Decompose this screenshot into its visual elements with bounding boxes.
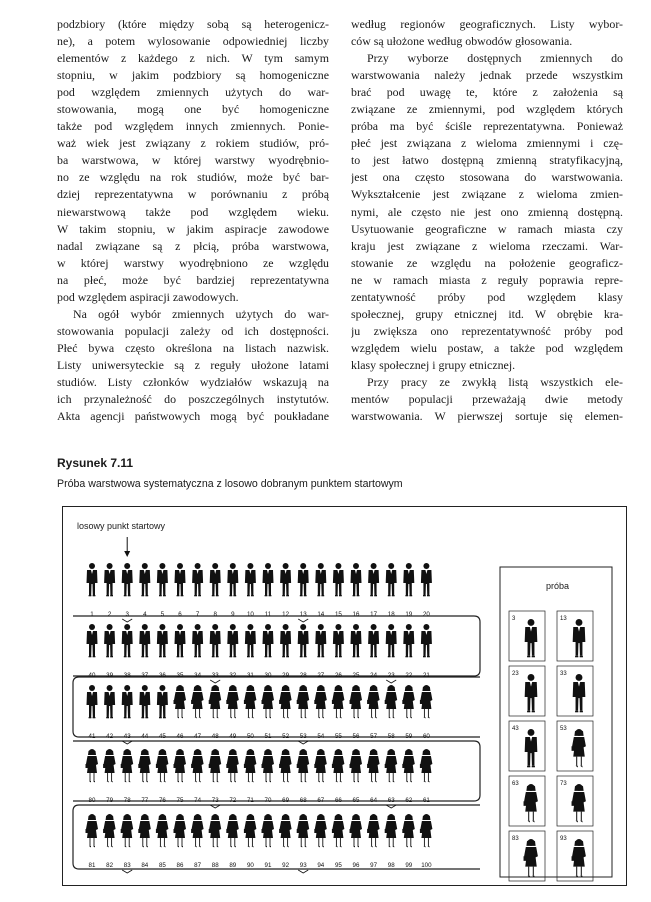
population-figure: [280, 563, 291, 596]
population-number: 41: [88, 733, 96, 740]
text-line: Usytuowanie geograficzne w ramach miasta czy: [351, 221, 623, 236]
text-line: ców są ułożone według obwodów głosowania.: [351, 34, 573, 49]
population-figure: [367, 749, 380, 783]
population-number: 70: [264, 797, 272, 804]
sample-number: 33: [560, 671, 567, 677]
population-number: 93: [299, 862, 307, 869]
population-number: 91: [264, 862, 272, 869]
population-figure: [332, 685, 345, 719]
sample-number: 53: [560, 726, 567, 732]
population-number: 96: [352, 862, 360, 869]
text-line: związane ze zmiennymi, pod względem których: [351, 102, 623, 117]
population-figure: [298, 624, 309, 657]
population-figure: [385, 814, 398, 848]
population-figure: [86, 814, 99, 848]
population-number: 71: [246, 797, 254, 804]
text-line: Płeć bywa często określona na listach nazwisk.: [57, 340, 329, 355]
population-number: 74: [194, 797, 202, 804]
text-line: warstwowania. W pierwszej sortuje się elemen-: [351, 409, 623, 424]
text-line: jest ona często stosowana do warstwowania.: [351, 170, 623, 185]
text-line: Akta agencji państwowych mogą być poukładane: [57, 409, 329, 424]
population-number: 85: [158, 862, 166, 869]
population-number: 26: [334, 672, 342, 679]
text-line: stowanie ze względu na położenie geograficz-: [351, 255, 623, 270]
population-number: 51: [264, 733, 272, 740]
population-number: 32: [229, 672, 237, 679]
population-figure: [402, 814, 415, 848]
population-number: 84: [141, 862, 149, 869]
population-number: 61: [422, 797, 430, 804]
population-figure: [279, 685, 292, 719]
population-number: 95: [334, 862, 342, 869]
population-number: 6: [178, 611, 182, 618]
population-figure: [262, 749, 275, 783]
population-figure: [138, 749, 151, 783]
population-number: 100: [421, 862, 432, 869]
sample-number: 63: [512, 781, 519, 787]
text-line: to jest łatwo dostępną zmienną stratyfikacyjną,: [351, 153, 623, 168]
population-figure: [122, 624, 133, 657]
population-number: 4: [143, 611, 147, 618]
population-figure: [332, 814, 345, 848]
population-number: 69: [282, 797, 290, 804]
population-number: 46: [176, 733, 184, 740]
text-line: klasy społecznej i grupy etnicznej.: [351, 357, 516, 372]
text-line: ba warstwowa, w której warstwy wyodrębnio-: [57, 153, 329, 168]
population-number: 29: [282, 672, 290, 679]
population-number: 18: [387, 611, 395, 618]
population-number: 28: [299, 672, 307, 679]
text-line: na płeć, może być bardziej reprezentatywna: [57, 272, 329, 287]
population-number: 22: [405, 672, 413, 679]
population-number: 75: [176, 797, 184, 804]
population-figure: [297, 685, 310, 719]
population-figure: [104, 624, 115, 657]
population-figure: [314, 749, 327, 783]
text-line: elementów z każdego z nich. W tym samym: [57, 51, 329, 66]
population-number: 43: [123, 733, 131, 740]
population-figure: [175, 624, 186, 657]
population-number: 68: [299, 797, 307, 804]
population-number: 40: [88, 672, 96, 679]
population-figure: [210, 624, 221, 657]
population-number: 37: [141, 672, 149, 679]
population-figure: [174, 749, 187, 783]
population-number: 56: [352, 733, 360, 740]
population-figure: [280, 624, 291, 657]
text-line: Wykształcenie jest związane z wieloma zmien-: [351, 187, 623, 202]
population-number: 15: [334, 611, 342, 618]
population-number: 8: [213, 611, 217, 618]
population-number: 1: [90, 611, 94, 618]
population-figure: [210, 563, 221, 596]
text-line: W takim stopniu, w jakim aspiracje zawodowe: [57, 221, 329, 236]
population-number: 79: [106, 797, 114, 804]
population-number: 77: [141, 797, 149, 804]
population-figure: [386, 624, 397, 657]
population-number: 47: [194, 733, 202, 740]
population-number: 92: [282, 862, 290, 869]
sample-number: 13: [560, 616, 567, 622]
snake-band-1: [73, 616, 480, 676]
population-figure: [157, 563, 168, 596]
left-column: [57, 16, 329, 425]
population-figure: [351, 624, 362, 657]
population-figure: [139, 563, 150, 596]
text-line: próba ma być ściśle reprezentatywna. Ponieważ: [351, 119, 623, 134]
population-figure: [226, 749, 239, 783]
population-figure: [368, 563, 379, 596]
text-line: no ze względu na rok studiów, może być bar-: [57, 170, 329, 185]
sample-number: 83: [512, 836, 519, 842]
text-line: względem wielu postaw, a także pod względem: [351, 340, 623, 355]
population-figure: [263, 563, 274, 596]
text-line: zentatywność próby pod względem klasy: [351, 289, 623, 304]
population-figure: [191, 814, 204, 848]
snake-band-3: [73, 741, 480, 801]
text-line: ne), a potem wylosowanie odpowiedniej liczby: [57, 34, 329, 49]
population-number: 89: [229, 862, 237, 869]
population-number: 44: [141, 733, 149, 740]
sample-figure: [572, 729, 586, 768]
sample-number: 23: [512, 671, 519, 677]
population-number: 21: [422, 672, 430, 679]
population-number: 81: [88, 862, 96, 869]
population-number: 58: [387, 733, 395, 740]
text-line: mentów populacji przeważają dwie metody: [351, 392, 623, 407]
sample-figure: [524, 784, 538, 823]
text-line: ich przynależność do poszczególnych instytutów.: [57, 392, 329, 407]
population-figure: [297, 749, 310, 783]
population-figure: [245, 624, 256, 657]
population-number: 64: [370, 797, 378, 804]
population-number: 60: [422, 733, 430, 740]
population-number: 78: [123, 797, 131, 804]
population-figure: [314, 685, 327, 719]
population-number: 38: [123, 672, 131, 679]
population-figure: [351, 563, 362, 596]
population-figure: [227, 563, 238, 596]
text-line: ju zwiększa ono reprezentatywność próby pod: [351, 323, 623, 338]
population-number: 10: [246, 611, 254, 618]
population-figure: [262, 814, 275, 848]
population-number: 82: [106, 862, 114, 869]
sample-figure: [524, 839, 538, 878]
population-figure: [244, 685, 257, 719]
population-number: 87: [194, 862, 202, 869]
population-number: 27: [317, 672, 325, 679]
population-number: 39: [106, 672, 114, 679]
population-number: 67: [317, 797, 325, 804]
population-number: 99: [405, 862, 413, 869]
population-figure: [244, 749, 257, 783]
population-figure: [263, 624, 274, 657]
population-number: 76: [158, 797, 166, 804]
selection-mark: [210, 680, 220, 683]
right-column: [351, 16, 623, 425]
population-figure: [402, 685, 415, 719]
population-figure: [209, 749, 222, 783]
sample-figure: [525, 674, 538, 712]
population-number: 55: [334, 733, 342, 740]
population-number: 63: [387, 797, 395, 804]
sample-number: 73: [560, 781, 567, 787]
text-line: społecznej, grupy etnicznej itd. W obrębie kra-: [351, 306, 623, 321]
selection-mark: [298, 619, 308, 622]
sample-title: próba: [546, 581, 570, 591]
sample-figure: [572, 839, 586, 878]
population-figure: [385, 685, 398, 719]
population-figure: [86, 749, 99, 783]
population-number: 66: [334, 797, 342, 804]
population-figure: [350, 685, 363, 719]
population-number: 33: [211, 672, 219, 679]
population-figure: [138, 814, 151, 848]
population-figure: [103, 749, 116, 783]
population-figure: [315, 624, 326, 657]
population-figure: [298, 563, 309, 596]
population-figure: [139, 624, 150, 657]
population-figure: [87, 685, 98, 718]
population-number: 57: [370, 733, 378, 740]
population-number: 72: [229, 797, 237, 804]
population-number: 83: [123, 862, 131, 869]
population-figure: [403, 563, 414, 596]
text-line: waż wiek jest związany z rokiem studiów, pró-: [57, 136, 329, 151]
population-figure: [157, 685, 168, 718]
text-line: niewarstwową także pod względem wieku.: [57, 204, 329, 219]
population-figure: [122, 563, 133, 596]
population-number: 35: [176, 672, 184, 679]
snake-band-2: [73, 677, 480, 737]
population-number: 88: [211, 862, 219, 869]
text-columns: [57, 16, 623, 425]
population-number: 97: [370, 862, 378, 869]
sample-number: 43: [512, 726, 519, 732]
population-figure: [191, 749, 204, 783]
population-figure: [122, 685, 133, 718]
population-number: 11: [264, 611, 272, 618]
text-line: stowowania, mogą one być homogeniczne: [57, 102, 329, 117]
selection-mark: [298, 870, 308, 873]
sample-number: 93: [560, 836, 567, 842]
population-figure: [333, 563, 344, 596]
population-number: 19: [405, 611, 413, 618]
sample-number: 3: [512, 616, 516, 622]
population-number: 16: [352, 611, 360, 618]
population-figure: [385, 749, 398, 783]
population-figure: [87, 624, 98, 657]
population-number: 86: [176, 862, 184, 869]
population-figure: [420, 749, 433, 783]
population-number: 59: [405, 733, 413, 740]
population-number: 20: [422, 611, 430, 618]
text-line: także pod względem innych zmiennych. Ponie-: [57, 119, 329, 134]
population-number: 31: [246, 672, 254, 679]
text-line: studiów. Listy członków wydziałów wskazują na: [57, 374, 329, 389]
population-figure: [367, 814, 380, 848]
population-number: 12: [282, 611, 290, 618]
population-figure: [314, 814, 327, 848]
start-point-label: losowy punkt startowy: [77, 521, 166, 531]
population-number: 34: [194, 672, 202, 679]
population-number: 54: [317, 733, 325, 740]
population-number: 45: [158, 733, 166, 740]
figure-panel: [62, 506, 627, 886]
population-figure: [226, 685, 239, 719]
population-figure: [244, 814, 257, 848]
snake-band-4: [73, 805, 480, 869]
start-arrow-head: [124, 551, 130, 557]
population-figure: [174, 814, 187, 848]
population-number: 7: [195, 611, 200, 618]
population-figure: [156, 814, 169, 848]
text-line: podzbiory (które między sobą są heterogenicz-: [57, 17, 329, 31]
population-number: 23: [387, 672, 395, 679]
figure-label: Rysunek 7.11: [57, 456, 134, 470]
text-line: Przy pracy ze zwykłą listą wszystkich ele-: [367, 374, 623, 389]
population-figure: [156, 749, 169, 783]
text-line: ne w ramach miasta z reguły poprawia repre-: [351, 272, 623, 287]
population-number: 36: [158, 672, 166, 679]
text-line: stowowania populacji zależy od ich dostępności.: [57, 323, 329, 338]
figure-illustration: [63, 507, 628, 887]
text-line: płeć jest związana z wieloma zmiennymi i czę-: [351, 136, 623, 151]
population-figure: [87, 563, 98, 596]
population-number: 49: [229, 733, 237, 740]
population-figure: [279, 749, 292, 783]
population-figure: [367, 685, 380, 719]
population-number: 5: [160, 611, 165, 618]
population-figure: [139, 685, 150, 718]
population-figure: [227, 624, 238, 657]
text-line: Listy uniwersyteckie są z reguły ułożone latami: [57, 357, 329, 372]
population-figure: [192, 563, 203, 596]
population-figure: [121, 749, 134, 783]
population-number: 9: [231, 611, 235, 618]
sample-figure: [525, 729, 538, 767]
text-line: stopniu, w jakim podzbiory są homogeniczne: [57, 68, 329, 83]
population-figure: [174, 685, 187, 719]
population-figure: [279, 814, 292, 848]
text-line: Przy wyborze dostępnych zmiennych do: [367, 51, 623, 66]
population-number: 14: [317, 611, 325, 618]
text-line: pod względem zmiennych użytych do war-: [57, 85, 329, 100]
population-figure: [104, 685, 115, 718]
population-figure: [402, 749, 415, 783]
sample-panel: [500, 567, 612, 877]
population-number: 94: [317, 862, 325, 869]
population-figure: [104, 563, 115, 596]
selection-mark: [386, 680, 396, 683]
sample-figure: [572, 784, 586, 823]
population-figure: [332, 749, 345, 783]
text-line: nadal związane są z płcią, próba warstwowa,: [57, 238, 329, 253]
population-number: 17: [370, 611, 378, 618]
population-number: 73: [211, 797, 219, 804]
sample-figure: [525, 619, 538, 657]
population-figure: [420, 685, 433, 719]
text-line: pod względem aspiracji zawodowych.: [57, 289, 239, 304]
population-number: 24: [370, 672, 378, 679]
population-number: 62: [405, 797, 413, 804]
population-number: 80: [88, 797, 96, 804]
sample-figure: [573, 674, 586, 712]
population-figure: [192, 624, 203, 657]
population-number: 3: [125, 611, 129, 618]
population-figure: [191, 685, 204, 719]
population-number: 25: [352, 672, 360, 679]
text-line: dziej reprezentatywna w porównaniu z próbą: [57, 187, 329, 202]
population-figure: [297, 814, 310, 848]
population-number: 98: [387, 862, 395, 869]
text-line: według regionów geograficznych. Listy wybor-: [351, 17, 623, 31]
text-line: warstwowania należy jednak przede wszystkim: [351, 68, 623, 83]
population-figure: [226, 814, 239, 848]
population-figure: [368, 624, 379, 657]
population-figure: [315, 563, 326, 596]
text-line: Na ogół wybór zmiennych użytych do war-: [73, 306, 329, 321]
population-figure: [121, 814, 134, 848]
text-line: brać pod uwagę te, które z założenia są: [351, 85, 623, 100]
population-figure: [421, 624, 432, 657]
population-figure: [175, 563, 186, 596]
population-figure: [209, 814, 222, 848]
population-number: 50: [246, 733, 254, 740]
population-figure: [403, 624, 414, 657]
population-number: 30: [264, 672, 272, 679]
sample-figure: [573, 619, 586, 657]
population-number: 52: [282, 733, 290, 740]
population-figure: [350, 749, 363, 783]
population-figure: [157, 624, 168, 657]
population-number: 42: [106, 733, 114, 740]
selection-mark: [122, 870, 132, 873]
text-line: kraju jest związane z wieloma rzeczami. War-: [351, 238, 623, 253]
population-figure: [262, 685, 275, 719]
population-number: 53: [299, 733, 307, 740]
population-figure: [209, 685, 222, 719]
population-figure: [350, 814, 363, 848]
population-number: 2: [107, 611, 112, 618]
text-line: w której warstwy wyodrębniono ze względu: [57, 255, 329, 270]
population-figure: [421, 563, 432, 596]
population-number: 65: [352, 797, 360, 804]
selection-mark: [122, 619, 132, 622]
population-number: 13: [299, 611, 307, 618]
population-number: 90: [246, 862, 254, 869]
text-line: nymi, ale często nie jest ono zmienną dostępną.: [351, 204, 623, 219]
population-figure: [103, 814, 116, 848]
population-figure: [245, 563, 256, 596]
population-figure: [386, 563, 397, 596]
population-number: 48: [211, 733, 219, 740]
figure-caption: Próba warstwowa systematyczna z losowo dobranym punktem startowym: [57, 478, 403, 490]
population-figure: [420, 814, 433, 848]
population-figure: [333, 624, 344, 657]
